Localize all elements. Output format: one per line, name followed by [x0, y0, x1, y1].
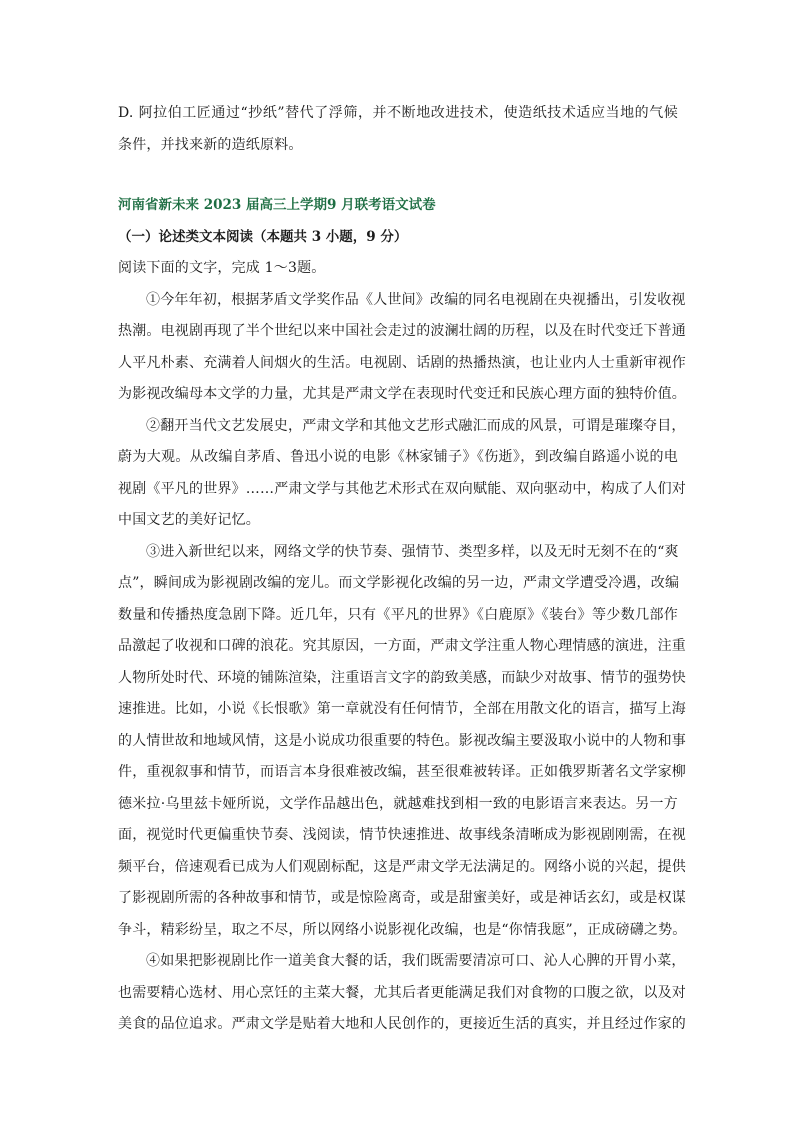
paragraph-line: ④如果把影视剧比作一道美食大餐的话，我们既需要清凉可口、沁人心脾的开胃小菜，: [146, 953, 686, 969]
paragraph-line: 人平凡朴素、充满着人间烟火的生活。电视剧、话剧的热播热演，也让业内人士重新审视作: [118, 354, 686, 371]
paragraph-line: 视剧《平凡的世界》……严肃文学与其他艺术形式在双向赋能、双向驱动中，构成了人们对: [118, 480, 686, 497]
paragraph-line: 的人情世故和地域风情，这是小说成功很重要的特色。影视改编主要汲取小说中的人物和事: [118, 732, 686, 749]
document-page: [118, 98, 687, 1041]
paragraph-line: 频平台，倍速观看已成为人们观剧标配，这是严肃文学无法满足的。网络小说的兴起，提供: [118, 858, 686, 875]
paragraph-3: [118, 537, 687, 947]
paragraph-line: ③进入新世纪以来，网络文学的快节奏、强情节、类型多样，以及无时无刻不在的“爽: [146, 543, 679, 560]
option-d: [118, 98, 678, 161]
paragraph-line: 人物所处时代、环境的铺陈渲染，注重语言文字的韵致美感，而缺少对故事、情节的强势快: [118, 669, 686, 686]
paragraph-2: [118, 411, 686, 537]
paragraph-line: 也需要精心选材、用心烹饪的主菜大餐，尤其后者更能满足我们对食物的口腹之欲，以及对: [118, 984, 686, 1001]
paragraph-line: 争斗，精彩纷呈，取之不尽，所以网络小说影视化改编，也是“你情我愿”，正成磅礴之势。: [118, 921, 687, 938]
paragraph-line: 数量和传播热度急剧下降。近几年，只有《平凡的世界》《白鹿原》《装台》等少数几部作: [118, 606, 678, 623]
paragraph-line: 蔚为大观。从改编自茅盾、鲁迅小说的电影《林家铺子》《伤逝》，到改编自路遥小说的电: [118, 449, 678, 465]
paragraph-line: 中国文艺的美好记忆。: [118, 512, 260, 528]
source-title: 河南省新未来 2023 届高三上学期9 月联考语文试卷: [118, 197, 436, 213]
paragraph-line: 品激起了收视和口碑的浪花。究其原因，一方面，严肃文学注重人物心理情感的演进，注重: [118, 638, 686, 654]
paragraph-line: 了影视剧所需的各种故事和情节，或是惊险离奇，或是甜蜜美好，或是神话玄幻，或是权谋: [118, 890, 686, 906]
paragraph-line: 点”，瞬间成为影视剧改编的宠儿。而文学影视化改编的另一边，严肃文学遭受冷遇，改编: [118, 575, 680, 591]
paragraph-line: 热潮。电视剧再现了半个世纪以来中国社会走过的波澜壮阔的历程，以及在时代变迁下普通: [118, 323, 686, 339]
instruction: 阅读下面的文字，完成 1～3题。: [118, 260, 326, 276]
option-d-line: 条件，并找来新的造纸原料。: [118, 136, 303, 153]
paragraph-4: [118, 946, 686, 1041]
paragraph-line: 为影视改编母本文学的力量，尤其是严肃文学在表现时代变迁和民族心理方面的独特价值。: [118, 386, 686, 402]
paragraph-1: [118, 285, 686, 411]
paragraph-line: ②翻开当代文艺发展史，严肃文学和其他文艺形式融汇而成的风景，可谓是璀璨夺目，: [146, 417, 686, 434]
option-d-line: D. 阿拉伯工匠通过“抄纸”替代了浮筛，并不断地改进技术，使造纸技术适应当地的气候: [118, 105, 678, 121]
paragraph-line: 速推进。比如，小说《长恨歌》第一章就没有任何情节，全部在用散文化的语言，描写上海: [118, 701, 686, 717]
paragraph-line: 件，重视叙事和情节，而语言本身很难被改编，甚至很难被转译。正如俄罗斯著名文学家柳: [118, 764, 686, 780]
paragraph-line: 面，视觉时代更偏重快节奏、浅阅读，情节快速推进、故事线条清晰成为影视剧刚需，在视: [118, 827, 686, 843]
paragraph-line: 德米拉·乌里兹卡娅所说，文学作品越出色，就越难找到相一致的电影语言来表达。另一方: [118, 795, 678, 812]
paragraph-line: ①今年年初，根据茅盾文学奖作品《人世间》改编的同名电视剧在央视播出，引发收视: [146, 291, 686, 308]
section-heading: （一）论述类文本阅读（本题共 3 小题，9 分）: [118, 228, 408, 245]
paragraph-line: 美食的品位追求。严肃文学是贴着大地和人民创作的，更接近生活的真实，并且经过作家的: [118, 1016, 686, 1032]
